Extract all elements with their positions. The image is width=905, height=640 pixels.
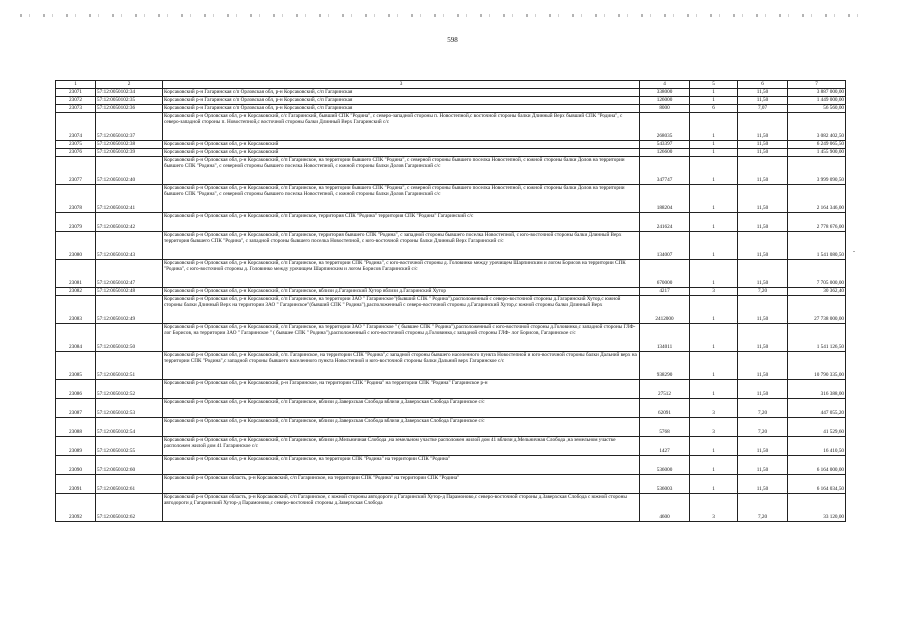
cadastral-number-cell: 57:12:0050102:54 — [96, 417, 163, 436]
address-cell: Корсаковский р-н Орловская обл, р-н Корсаковский, р-н Гагаринское, на территории СПК "Родина" на территории СПК "Родина" Гагаринское р-н — [163, 379, 640, 398]
table-row — [56, 417, 846, 436]
rate-cell: 11,50 — [738, 259, 788, 287]
address-cell: Корсаковский р-н Гагаринская с/п Орловская обл, р-н Корсаковский, с/п Гагаринская — [163, 96, 640, 104]
area-cell: 134011 — [640, 323, 690, 351]
value-cell: 33 120,00 — [788, 493, 846, 521]
value-cell: 27 738 000,00 — [788, 295, 846, 323]
value-cell: 1 541 126,50 — [788, 323, 846, 351]
row-number-cell: 23089 — [56, 436, 96, 455]
count-cell: 1 — [690, 156, 738, 184]
address-cell: Корсаковский р-н Орловская обл, р-н Корсаковский, с/п Гагаринское, территория бывшего СПК "Родина", с западной стороны бывшего поселка Новостепной, с юго-восточной стороны балки Длинный Верх территория бывшего СПК "Родина", с западной стороны бывшего поселка Новостепной, с юго-восточной стороны балки Длинный Верх Гагаринский с/с — [163, 231, 640, 259]
address-cell: Корсаковский р-н Орловская область, р-н Корсаковский, с/п Гагаринское, на территории СПК "Родина" на территории СПК "Родина" — [163, 474, 640, 493]
table-row — [56, 148, 846, 156]
value-cell: 16 410,50 — [788, 436, 846, 455]
value-cell: 6 249 065,50 — [788, 140, 846, 148]
count-cell: 1 — [690, 231, 738, 259]
cadastral-number-cell: 57:12:0050102:55 — [96, 436, 163, 455]
cadastral-number-cell: 57:12:0050102:53 — [96, 398, 163, 417]
count-cell: 1 — [690, 351, 738, 379]
count-cell: 3 — [690, 493, 738, 521]
area-cell: 347747 — [640, 156, 690, 184]
count-cell: 3 — [690, 287, 738, 295]
area-cell: 268035 — [640, 112, 690, 140]
cadastral-number-cell: 57:12:0050102:49 — [96, 295, 163, 323]
count-cell: 3 — [690, 398, 738, 417]
count-cell: 1 — [690, 259, 738, 287]
table-header-row — [56, 81, 846, 89]
count-cell: 1 — [690, 455, 738, 474]
row-number-cell: 23075 — [56, 140, 96, 148]
rate-cell: 11,50 — [738, 295, 788, 323]
address-cell: Корсаковский р-н Орловская обл, р-н Корсаковский, с/п Гагаринское, на территории ЗАО " Гагаринское"(бывший СПК " Родина"),расположенный с северо-восточной стороны д.Гагаринский Хутор,с южной стороны балки Длинный Верх на территории ЗАО " Гагаринское"(бывший СПК " Родина"),расположенный с северо-восточной стороны д.Гагаринский Хутор,с южной стороны балки Длинный Верх — [163, 295, 640, 323]
cadastral-number-cell: 57:12:0050102:60 — [96, 455, 163, 474]
row-number-cell: 23091 — [56, 474, 96, 493]
address-cell: Корсаковский р-н Орловская обл, р-н Корсаковский, с/п Гагаринское, вблизи д.Мельничная Слобода ,на земельном участке расположен жилой дом 41 вблизи д.Мельничная Слобода ,на земельном участке расположен жилой дом 41 Гагаринское с/с — [163, 436, 640, 455]
header-cell: 6 — [738, 81, 788, 89]
row-number-cell: 23081 — [56, 259, 96, 287]
row-number-cell: 23084 — [56, 323, 96, 351]
header-cell: 2 — [96, 81, 163, 89]
row-number-cell: 23085 — [56, 351, 96, 379]
cadastral-number-cell: 57:12:0050102:38 — [96, 140, 163, 148]
area-cell: 536000 — [640, 455, 690, 474]
address-cell: Корсаковский р-н Гагаринская с/п Орловская обл, р-н Корсаковский, с/п Гагаринская — [163, 88, 640, 96]
rate-cell: 11,50 — [738, 112, 788, 140]
cadastral-number-cell: 57:12:0050102:50 — [96, 323, 163, 351]
header-cell: 5 — [690, 81, 738, 89]
row-number-cell: 23071 — [56, 88, 96, 96]
row-number-cell: 23079 — [56, 212, 96, 231]
table-row — [56, 379, 846, 398]
table-row — [56, 323, 846, 351]
area-cell: 126000 — [640, 96, 690, 104]
cadastral-number-cell: 57:12:0050102:47 — [96, 259, 163, 287]
table-row — [56, 184, 846, 212]
table-row — [56, 231, 846, 259]
cadastral-number-cell: 57:12:0050102:42 — [96, 212, 163, 231]
land-registry-table — [55, 80, 846, 522]
area-cell: 241624 — [640, 212, 690, 231]
rate-cell: 11,50 — [738, 88, 788, 96]
value-cell: 1 541 080,50 — [788, 231, 846, 259]
count-cell: 1 — [690, 379, 738, 398]
table-row — [56, 351, 846, 379]
area-cell: 134007 — [640, 231, 690, 259]
area-cell: 2412000 — [640, 295, 690, 323]
table-row — [56, 96, 846, 104]
row-number-cell: 23080 — [56, 231, 96, 259]
rate-cell: 11,50 — [738, 474, 788, 493]
table-row — [56, 493, 846, 521]
address-cell: Корсаковский р-н Орловская обл, р-н Корсаковский, с/п Гагаринское, на территории ЗАО " Гагаринское " ( бывшее СПК " Родина"),расположенный с юго-восточной стороны д.Головинко,с западной стороны ГЛФ- лог Борисов, на территории ЗАО " Гагаринское " ( бывшее СПК " Родина"),расположенный с юго-восточной стороны д.Головинко,с западной стороны ГЛФ- лог Борисов, Гагаринское с/с — [163, 323, 640, 351]
table-row — [56, 259, 846, 287]
address-cell: Корсаковский р-н Орловская область, р-н Корсаковский, с/п Гагаринское, с южной стороны автодороги д Гагаринский Хутор-д Парамоново,с северо-восточной стороны д.Заверхская Слобода с южной стороны автодороги д Гагаринский Хутор-д Парамоново,с северо-восточной стороны д.Заверхская Слобода — [163, 493, 640, 521]
cadastral-number-cell: 57:12:0050102:37 — [96, 112, 163, 140]
row-number-cell: 23086 — [56, 379, 96, 398]
cadastral-number-cell: 57:12:0050102:34 — [96, 88, 163, 96]
table-row — [56, 295, 846, 323]
header-cell: 7 — [788, 81, 846, 89]
address-cell: Корсаковский р-н Орловская обл, р-н Корсаковский, с/п Гагаринское, вблизи д.Заверхская Слобода вблизи д.Заверхская Слобода Гагаринское с/с — [163, 417, 640, 436]
table-row — [56, 398, 846, 417]
scan-artifact — [20, 14, 860, 17]
value-cell: 6 164 034,50 — [788, 474, 846, 493]
value-cell: 2 778 676,00 — [788, 212, 846, 231]
count-cell: 1 — [690, 474, 738, 493]
cadastral-number-cell: 57:12:0050102:61 — [96, 474, 163, 493]
count-cell: 1 — [690, 212, 738, 231]
rate-cell: 11,50 — [738, 212, 788, 231]
area-cell: 938290 — [640, 351, 690, 379]
address-cell: Корсаковский р-н Орловская обл, р-н Корсаковский, с/п Гагаринское, на территории бывшего СПК "Родина", с северной стороны бывшего поселка Новостепной, с южной стороны балки Долов на территории бывшего СПК "Родина", с северной стороны бывшего поселка Новостепной, с южной стороны балки Долов Гагаринский с/с — [163, 184, 640, 212]
value-cell: 3 999 090,50 — [788, 156, 846, 184]
header-cell: 3 — [163, 81, 640, 89]
address-cell: Корсаковский р-н Орловская обл, р-н Корсаковский, с/п Гагаринское, на территории СПК "Родина" на территории СПК "Родина" — [163, 455, 640, 474]
row-number-cell: 23077 — [56, 156, 96, 184]
table-row — [56, 474, 846, 493]
row-number-cell: 23073 — [56, 104, 96, 112]
area-cell: 27512 — [640, 379, 690, 398]
table-row — [56, 436, 846, 455]
value-cell: 10 790 335,00 — [788, 351, 846, 379]
value-cell: 56 560,00 — [788, 104, 846, 112]
area-cell: 4600 — [640, 493, 690, 521]
count-cell: 1 — [690, 88, 738, 96]
count-cell: 1 — [690, 112, 738, 140]
address-cell: Корсаковский р-н Орловская обл, р-н Корсаковский, с/п Гагаринское, территория СПК "Родина" территория СПК "Родина" Гагаринский с/с — [163, 212, 640, 231]
table-row — [56, 140, 846, 148]
value-cell: 30 362,40 — [788, 287, 846, 295]
rate-cell: 11,50 — [738, 231, 788, 259]
rate-cell: 11,50 — [738, 140, 788, 148]
area-cell: 1427 — [640, 436, 690, 455]
margin-mark: - — [853, 249, 855, 255]
row-number-cell: 23088 — [56, 417, 96, 436]
cadastral-number-cell: 57:12:0050102:51 — [96, 351, 163, 379]
count-cell: 1 — [690, 140, 738, 148]
area-cell: 8000 — [640, 104, 690, 112]
row-number-cell: 23087 — [56, 398, 96, 417]
address-cell: Корсаковский р-н Орловская обл, р-н Корсаковский, с/п. Гагаринское, на территории СПК "Родина",с западной стороны бывшего населенного пункта Новостепной и юго-восточной стороны балки Дальний верх на территории СПК "Родина",с западной стороны бывшего населенного пункта Новостепной и юго-восточной стороны балки Дальний верх Гагаринское с/с — [163, 351, 640, 379]
rate-cell: 11,50 — [738, 351, 788, 379]
address-cell: Корсаковский р-н Орловская обл, р-н Корсаковский, с/п Гагаринское, вблизи д.Гагаринский Хутор вблизи д.Гагаринский Хутор — [163, 287, 640, 295]
area-cell: 126600 — [640, 148, 690, 156]
address-cell: Корсаковский р-н Орловская обл, р-н Корсаковский — [163, 140, 640, 148]
rate-cell: 11,50 — [738, 436, 788, 455]
address-cell: Корсаковский р-н Орловская обл, р-н Корсаковский, с/п Гагаринское, на территории бывшего СПК "Родина", с северной стороны бывшего поселка Новостепной, с южной стороны балки Долов на территории бывшего СПК "Родина", с северной стороны бывшего поселка Новостепной, с южной стороны балки Долов Гагаринский с/с — [163, 156, 640, 184]
cadastral-number-cell: 57:12:0050102:40 — [96, 156, 163, 184]
cadastral-number-cell: 57:12:0050102:36 — [96, 104, 163, 112]
area-cell: 338000 — [640, 88, 690, 96]
count-cell: 6 — [690, 104, 738, 112]
area-cell: 5768 — [640, 417, 690, 436]
table-row — [56, 88, 846, 96]
header-cell: 4 — [640, 81, 690, 89]
cadastral-number-cell: 57:12:0050102:52 — [96, 379, 163, 398]
page-number: 598 — [447, 36, 458, 44]
rate-cell: 11,50 — [738, 323, 788, 351]
value-cell: 7 705 000,00 — [788, 259, 846, 287]
address-cell: Корсаковский р-н Гагаринская с/п Орловская обл, р-н Корсаковский, с/п Гагаринская — [163, 104, 640, 112]
rate-cell: 7,20 — [738, 398, 788, 417]
rate-cell: 11,50 — [738, 96, 788, 104]
area-cell: 543397 — [640, 140, 690, 148]
rate-cell: 11,50 — [738, 148, 788, 156]
cadastral-number-cell: 57:12:0050102:35 — [96, 96, 163, 104]
row-number-cell: 23090 — [56, 455, 96, 474]
table-row — [56, 212, 846, 231]
cadastral-number-cell: 57:12:0050102:43 — [96, 231, 163, 259]
row-number-cell: 23083 — [56, 295, 96, 323]
value-cell: 3 082 402,50 — [788, 112, 846, 140]
count-cell: 1 — [690, 323, 738, 351]
table-row — [56, 156, 846, 184]
count-cell: 1 — [690, 96, 738, 104]
count-cell: 3 — [690, 417, 738, 436]
area-cell: 4217 — [640, 287, 690, 295]
count-cell: 1 — [690, 148, 738, 156]
rate-cell: 7,20 — [738, 493, 788, 521]
address-cell: Корсаковский р-н Орловская обл, р-н Корсаковский — [163, 148, 640, 156]
row-number-cell: 23074 — [56, 112, 96, 140]
value-cell: 447 055,20 — [788, 398, 846, 417]
cadastral-number-cell: 57:12:0050102:62 — [96, 493, 163, 521]
rate-cell: 11,50 — [738, 184, 788, 212]
row-number-cell: 23082 — [56, 287, 96, 295]
value-cell: 6 164 000,00 — [788, 455, 846, 474]
rate-cell: 7,20 — [738, 417, 788, 436]
count-cell: 1 — [690, 436, 738, 455]
area-cell: 62091 — [640, 398, 690, 417]
cadastral-number-cell: 57:12:0050102:41 — [96, 184, 163, 212]
value-cell: 41 529,60 — [788, 417, 846, 436]
value-cell: 2 164 346,00 — [788, 184, 846, 212]
area-cell: 536003 — [640, 474, 690, 493]
address-cell: Корсаковский р-н Орловская обл, р-н Корсаковский, с/п Гагаринское, вблизи д.Заверхская Слобода вблизи д.Заверхская Слобода Гагаринское с/с — [163, 398, 640, 417]
rate-cell: 7,20 — [738, 287, 788, 295]
row-number-cell: 23076 — [56, 148, 96, 156]
rate-cell: 11,50 — [738, 379, 788, 398]
area-cell: 670000 — [640, 259, 690, 287]
rate-cell: 11,50 — [738, 455, 788, 474]
value-cell: 1 455 900,00 — [788, 148, 846, 156]
row-number-cell: 23092 — [56, 493, 96, 521]
cadastral-number-cell: 57:12:0050102:48 — [96, 287, 163, 295]
table-row — [56, 104, 846, 112]
row-number-cell: 23072 — [56, 96, 96, 104]
header-cell: 1 — [56, 81, 96, 89]
table-row — [56, 112, 846, 140]
table-row — [56, 455, 846, 474]
area-cell: 188204 — [640, 184, 690, 212]
row-number-cell: 23078 — [56, 184, 96, 212]
value-cell: 3 887 000,00 — [788, 88, 846, 96]
value-cell: 316 388,00 — [788, 379, 846, 398]
count-cell: 1 — [690, 184, 738, 212]
address-cell: Корсаковский р-н Орловская обл, р-н Корсаковский, с/с Гагаринский, бывший СПК "Родина", с северо-западной стороны п. Новостепной,с восточной стороны балки Длинный Верх бывший СПК "Родина", с северо-западной стороны п. Новостепной,с восточной стороны балки Длинный Верх Гагаринский с/с — [163, 112, 640, 140]
value-cell: 1 449 000,00 — [788, 96, 846, 104]
cadastral-number-cell: 57:12:0050102:39 — [96, 148, 163, 156]
count-cell: 1 — [690, 295, 738, 323]
rate-cell: 7,07 — [738, 104, 788, 112]
table-row — [56, 287, 846, 295]
address-cell: Корсаковский р-н Орловская обл, р-н Корсаковский, с/п Гагаринское, на территории СПК "Родина", с юго-восточной стороны д. Головинко между урочищем Шарпинским и логом Борисов на территории СПК "Родина", с юго-восточной стороны д. Головинко между урочищем Шарпинским и логом Борисов Гагаринский с/с — [163, 259, 640, 287]
rate-cell: 11,50 — [738, 156, 788, 184]
